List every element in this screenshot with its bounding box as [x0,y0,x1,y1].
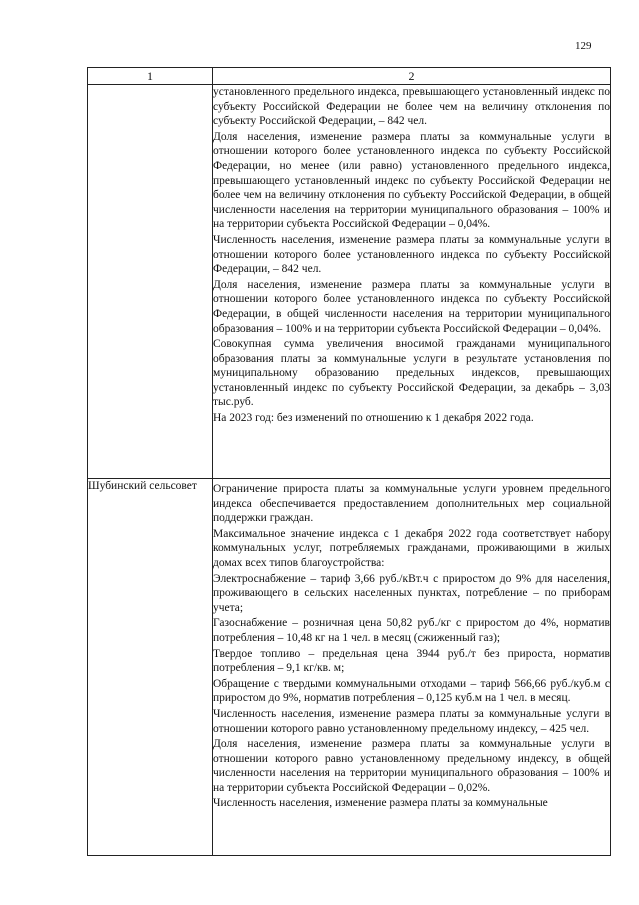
row-content-cell [213,479,611,856]
table-row [88,479,611,856]
paragraph: Максимальное значение индекса с 1 декабря 2022 года соответствует набору коммунальных услуг, потребляемых гражданами, проживающими в жилых домах всех типов благоустройства: [213,527,610,569]
page-number: 129 [575,40,592,52]
document-table [87,67,611,856]
paragraph: На 2023 год: без изменений по отношению к 1 декабря 2022 года. [213,412,534,425]
table-header-row [88,68,611,85]
column-header-1: 1 [88,68,213,85]
paragraph: Доля населения, изменение размера платы за коммунальные услуги в отношении которого равно установленному предельному индексу, в общей численности населения на территории муниципального образования – 100% и на территории субъекта Российской Федерации – 0,02%. [213,738,610,794]
paragraph: Доля населения, изменение размера платы за коммунальные услуги в отношении которого более установленного индекса по субъекту Российской Федерации, в общей численности населения на территории муниципального образования – 100% и на территории субъекта Российской Федерации – 0,04%. [213,278,610,335]
paragraph: Газоснабжение – розничная цена 50,82 руб./кг с приростом до 4%, норматив потребления – 10,48 кг на 1 чел. в месяц (сжиженный газ); [213,617,610,644]
table-row [88,85,611,479]
paragraph: Обращение с твердыми коммунальными отходами – тариф 566,66 руб./куб.м с приростом до 9%, норматив потребления – 0,125 куб.м на 1 чел. в месяц. [213,677,610,705]
paragraph: Совокупная сумма увеличения вносимой гражданами муниципального образования платы за коммунальные услуги в результате установления по муниципальному образованию предельных индексов, превышающих установленный индекс по субъекту Российской Федерации, за декабрь – 3,03 тыс.руб. [213,338,610,409]
paragraph: установленного предельного индекса, превышающего установленный индекс по субъекту Российской Федерации не более чем на величину отклонения по субъекту Российской Федерации, – 842 чел. [213,86,610,128]
row-label-cell: Шубинский сельсовет [88,479,213,856]
paragraph: Численность населения, изменение размера платы за коммунальные [213,797,548,810]
paragraph: Численность населения, изменение размера платы за коммунальные услуги в отношении которого равно установленному предельному индексу, – 425 чел. [213,707,610,735]
paragraph: Доля населения, изменение размера платы за коммунальные услуги в отношении которого более установленного индекса по субъекту Российской Федерации, но менее (или равно) установленного предельного индекса, превышающего установленный индекс по субъекту Российской Федерации не более чем на величину отклонения по субъекту Российской Федерации, в общей численности населения на территории муниципального образования – 100% и на территории субъекта Российской Федерации – 0,04%. [213,130,610,231]
paragraph: Численность населения, изменение размера платы за коммунальные услуги в отношении которого более установленного индекса по субъекту Российской Федерации, – 842 чел. [213,233,610,276]
paragraph: Твердое топливо – предельная цена 3944 руб./т без прироста, норматив потребления – 9,1 кг/кв. м; [213,647,610,675]
paragraph: Ограничение прироста платы за коммунальные услуги уровнем предельного индекса обеспечивается предоставлением дополнительных мер социальной поддержки граждан. [213,483,610,525]
row-content-cell [213,85,611,479]
paragraph: Электроснабжение – тариф 3,66 руб./кВт.ч с приростом до 9% для населения, проживающего в сельских населенных пунктах, потребление – по приборам учета; [213,572,610,614]
row-label-cell [88,85,213,479]
column-header-2: 2 [213,68,611,85]
